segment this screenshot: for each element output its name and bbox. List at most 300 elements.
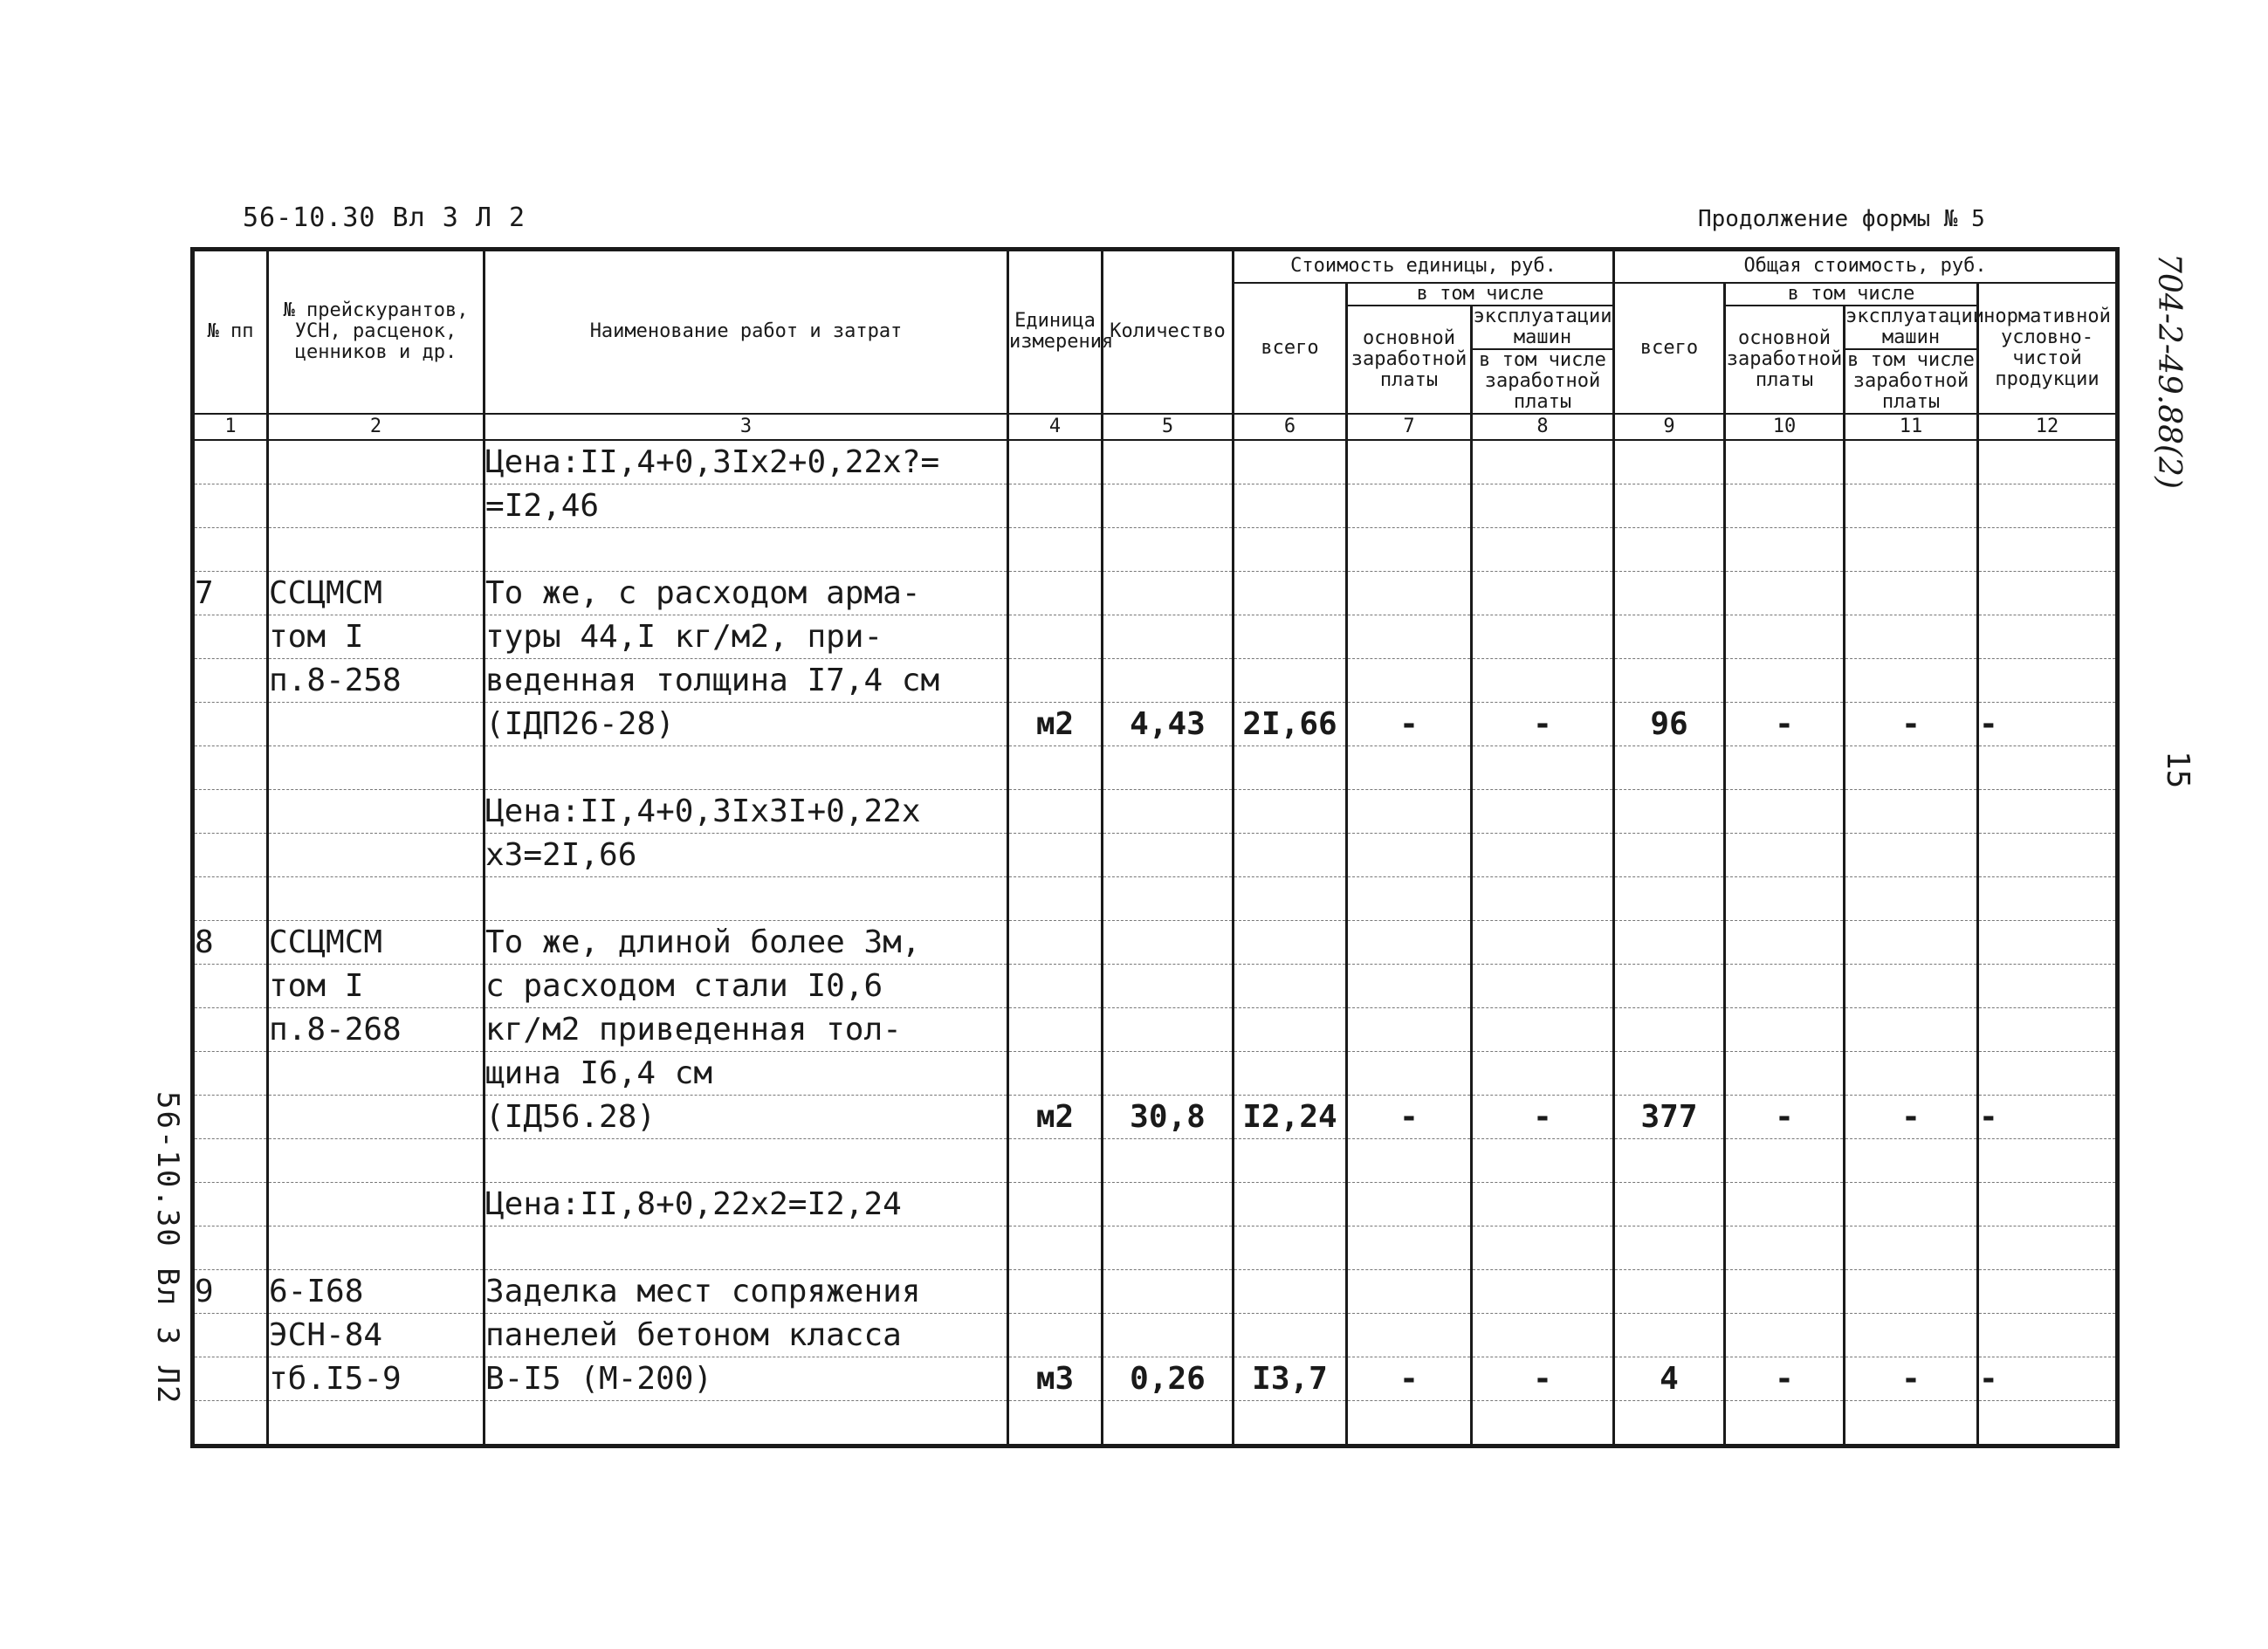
cell-normative: [1978, 658, 2118, 702]
cell-number: [193, 1051, 268, 1095]
cell-normative: -: [1978, 702, 2118, 745]
cell-unit-total: [1234, 833, 1347, 876]
cell-normative: [1978, 1400, 2118, 1446]
cell-total-base-wage: [1725, 1182, 1845, 1226]
cell-reference: [268, 1226, 485, 1269]
cell-normative: [1978, 833, 2118, 876]
table-row: [193, 1007, 2118, 1051]
cell-quantity: 4,43: [1103, 702, 1234, 745]
cell-unit-machine: [1472, 658, 1614, 702]
cell-unit-base-wage: [1347, 1400, 1472, 1446]
col-number: 7: [1347, 414, 1472, 440]
cell-total-base-wage: [1725, 440, 1845, 484]
col-head-work-name: Наименование работ и затрат: [485, 250, 1008, 414]
cell-total-base-wage: -: [1725, 702, 1845, 745]
cell-work-name: То же, длиной более 3м,: [485, 920, 1008, 964]
cell-total-base-wage: [1725, 876, 1845, 920]
cell-quantity: [1103, 876, 1234, 920]
cell-total-all: [1614, 1269, 1725, 1313]
cell-quantity: [1103, 1007, 1234, 1051]
cell-normative: [1978, 571, 2118, 615]
cell-quantity: [1103, 658, 1234, 702]
cell-number: [193, 615, 268, 658]
cell-number: [193, 964, 268, 1007]
cell-total-base-wage: [1725, 1269, 1845, 1313]
cell-number: [193, 1138, 268, 1182]
cell-quantity: [1103, 920, 1234, 964]
cell-total-machine: [1845, 920, 1978, 964]
col-head-unit: Единица измерения: [1008, 250, 1103, 414]
cell-unit-machine: [1472, 833, 1614, 876]
cell-reference: [268, 527, 485, 571]
col-head-unit-total: всего: [1234, 283, 1347, 414]
table-row: [193, 833, 2118, 876]
cell-quantity: [1103, 964, 1234, 1007]
cell-unit-base-wage: [1347, 920, 1472, 964]
cell-unit: [1008, 745, 1103, 789]
cell-work-name: щина I6,4 см: [485, 1051, 1008, 1095]
cell-unit-machine: [1472, 1269, 1614, 1313]
cell-total-all: [1614, 571, 1725, 615]
cell-unit-total: [1234, 1007, 1347, 1051]
table-row: [193, 964, 2118, 1007]
cell-total-all: [1614, 789, 1725, 833]
cell-reference: [268, 484, 485, 527]
cell-unit-machine: [1472, 1182, 1614, 1226]
cell-number: 9: [193, 1269, 268, 1313]
cell-quantity: [1103, 484, 1234, 527]
cell-number: [193, 876, 268, 920]
cell-unit-base-wage: [1347, 484, 1472, 527]
cell-normative: [1978, 440, 2118, 484]
cell-work-name: Заделка мест сопряжения: [485, 1269, 1008, 1313]
table-row: [193, 745, 2118, 789]
cell-unit-total: [1234, 440, 1347, 484]
col-number: 11: [1845, 414, 1978, 440]
cell-normative: [1978, 484, 2118, 527]
cell-unit-total: [1234, 527, 1347, 571]
cell-work-name: [485, 745, 1008, 789]
cell-quantity: [1103, 789, 1234, 833]
col-head-unit-including: в том числе: [1347, 283, 1614, 306]
cell-reference: том I: [268, 615, 485, 658]
cell-unit-machine: [1472, 484, 1614, 527]
cell-unit-machine: [1472, 789, 1614, 833]
col-head-unit-base-wage: основной заработной платы: [1347, 306, 1472, 414]
cell-total-machine: [1845, 1226, 1978, 1269]
cell-normative: [1978, 1007, 2118, 1051]
cell-quantity: [1103, 440, 1234, 484]
cell-number: [193, 833, 268, 876]
cell-total-all: [1614, 833, 1725, 876]
column-numbers-row: [193, 414, 2118, 440]
cell-reference: [268, 745, 485, 789]
cell-unit: [1008, 1182, 1103, 1226]
cell-number: [193, 440, 268, 484]
cell-total-base-wage: [1725, 1138, 1845, 1182]
cell-unit-total: [1234, 1400, 1347, 1446]
table-row: [193, 571, 2118, 615]
cell-work-name: [485, 1138, 1008, 1182]
cell-total-machine: [1845, 1138, 1978, 1182]
form-continuation-label: Продолжение формы № 5: [1698, 206, 1985, 232]
cell-normative: [1978, 1182, 2118, 1226]
cell-quantity: [1103, 1226, 1234, 1269]
cell-quantity: [1103, 745, 1234, 789]
cell-normative: [1978, 1051, 2118, 1095]
cell-total-all: [1614, 1400, 1725, 1446]
col-number: 5: [1103, 414, 1234, 440]
cell-unit: [1008, 833, 1103, 876]
cell-unit-base-wage: [1347, 964, 1472, 1007]
cell-work-name: с расходом стали I0,6: [485, 964, 1008, 1007]
table-row: [193, 484, 2118, 527]
cell-total-base-wage: [1725, 1226, 1845, 1269]
cell-total-machine: [1845, 527, 1978, 571]
cell-normative: [1978, 1313, 2118, 1357]
cell-work-name: [485, 1226, 1008, 1269]
cell-number: [193, 658, 268, 702]
cell-work-name: То же, с расходом арма-: [485, 571, 1008, 615]
table-row: [193, 702, 2118, 745]
cell-quantity: [1103, 1182, 1234, 1226]
cell-number: [193, 702, 268, 745]
cell-unit-machine: [1472, 571, 1614, 615]
cell-reference: [268, 1400, 485, 1446]
table-row: [193, 527, 2118, 571]
cell-total-machine: [1845, 571, 1978, 615]
cell-total-base-wage: [1725, 745, 1845, 789]
cell-quantity: [1103, 1269, 1234, 1313]
cell-unit: [1008, 615, 1103, 658]
cell-total-base-wage: -: [1725, 1357, 1845, 1400]
col-number: 6: [1234, 414, 1347, 440]
cell-unit-machine: [1472, 920, 1614, 964]
cell-quantity: 30,8: [1103, 1095, 1234, 1138]
cell-unit-machine: -: [1472, 702, 1614, 745]
cell-number: [193, 1182, 268, 1226]
cell-total-all: [1614, 615, 1725, 658]
col-head-unit-incl-wage: в том числе заработной платы: [1472, 349, 1614, 414]
col-number: 2: [268, 414, 485, 440]
cell-total-machine: -: [1845, 1357, 1978, 1400]
col-number: 1: [193, 414, 268, 440]
cell-work-name: Цена:II,4+0,3Iх3I+0,22х: [485, 789, 1008, 833]
cell-total-base-wage: [1725, 484, 1845, 527]
col-head-unit-cost: Стоимость единицы, руб.: [1234, 250, 1614, 283]
cell-total-machine: [1845, 1269, 1978, 1313]
cell-unit: м2: [1008, 1095, 1103, 1138]
cell-total-machine: [1845, 1007, 1978, 1051]
cell-normative: [1978, 1269, 2118, 1313]
cell-normative: [1978, 1226, 2118, 1269]
cell-unit-machine: [1472, 745, 1614, 789]
cell-unit-total: [1234, 484, 1347, 527]
cell-unit-base-wage: [1347, 571, 1472, 615]
cell-total-all: [1614, 876, 1725, 920]
cell-total-all: [1614, 1051, 1725, 1095]
cell-normative: -: [1978, 1357, 2118, 1400]
cell-unit: [1008, 1313, 1103, 1357]
cell-total-machine: [1845, 833, 1978, 876]
page-number: 15: [2160, 751, 2196, 789]
cell-normative: [1978, 745, 2118, 789]
cell-total-all: 4: [1614, 1357, 1725, 1400]
cell-number: [193, 1007, 268, 1051]
col-head-total-machine: эксплуатации машин: [1845, 305, 1984, 348]
cell-unit: [1008, 658, 1103, 702]
cell-work-name: туры 44,I кг/м2, при-: [485, 615, 1008, 658]
cell-total-all: [1614, 1313, 1725, 1357]
table-row: [193, 789, 2118, 833]
cell-number: [193, 745, 268, 789]
cell-unit-total: [1234, 658, 1347, 702]
cell-work-name: (IДП26-28): [485, 702, 1008, 745]
cell-unit-machine: [1472, 1400, 1614, 1446]
cell-reference: [268, 702, 485, 745]
cell-quantity: [1103, 1138, 1234, 1182]
col-head-normative: нормативной условно-чистой продукции: [1978, 283, 2118, 414]
cell-unit-base-wage: [1347, 440, 1472, 484]
cell-total-base-wage: [1725, 1313, 1845, 1357]
cell-work-name: панелей бетоном класса: [485, 1313, 1008, 1357]
col-head-total-all: всего: [1614, 283, 1725, 414]
cell-unit: [1008, 1138, 1103, 1182]
cell-number: [193, 1226, 268, 1269]
cell-unit: м3: [1008, 1357, 1103, 1400]
col-head-total-incl-wage: в том числе заработной платы: [1845, 349, 1978, 414]
cell-total-base-wage: [1725, 571, 1845, 615]
col-head-total-including: в том числе: [1725, 283, 1978, 306]
cell-total-base-wage: [1725, 964, 1845, 1007]
cell-unit: [1008, 1269, 1103, 1313]
cell-unit-base-wage: [1347, 1007, 1472, 1051]
cell-reference: п.8-258: [268, 658, 485, 702]
cell-unit: [1008, 1226, 1103, 1269]
cell-unit-total: [1234, 876, 1347, 920]
cell-quantity: 0,26: [1103, 1357, 1234, 1400]
table-row: [193, 1138, 2118, 1182]
col-head-number: № пп: [193, 250, 268, 414]
table-row: [193, 440, 2118, 484]
cell-number: [193, 789, 268, 833]
cell-total-all: 377: [1614, 1095, 1725, 1138]
cell-total-base-wage: [1725, 1400, 1845, 1446]
cell-unit: [1008, 1007, 1103, 1051]
col-number: 8: [1472, 414, 1614, 440]
cell-quantity: [1103, 615, 1234, 658]
cell-unit-base-wage: [1347, 1182, 1472, 1226]
cell-unit-machine: -: [1472, 1095, 1614, 1138]
cell-unit-base-wage: -: [1347, 702, 1472, 745]
cell-number: 7: [193, 571, 268, 615]
col-head-unit-machine: эксплуатации машин: [1472, 306, 1614, 349]
cell-total-all: [1614, 1007, 1725, 1051]
cell-normative: [1978, 789, 2118, 833]
cell-unit-machine: [1472, 615, 1614, 658]
cell-work-name: В-I5 (М-200): [485, 1357, 1008, 1400]
cell-unit-total: [1234, 1313, 1347, 1357]
cell-work-name: Цена:II,4+0,3Iх2+0,22х?=: [485, 440, 1008, 484]
table-row: [193, 1182, 2118, 1226]
cell-unit-machine: [1472, 1226, 1614, 1269]
cell-total-machine: [1845, 745, 1978, 789]
cell-normative: [1978, 920, 2118, 964]
cell-unit-total: [1234, 745, 1347, 789]
cell-total-machine: [1845, 1400, 1978, 1446]
cell-reference: [268, 1182, 485, 1226]
cell-unit-base-wage: -: [1347, 1095, 1472, 1138]
cell-work-name: Цена:II,8+0,22х2=I2,24: [485, 1182, 1008, 1226]
cell-unit-total: I2,24: [1234, 1095, 1347, 1138]
cell-reference: п.8-268: [268, 1007, 485, 1051]
cell-reference: ССЦМСМ: [268, 571, 485, 615]
cell-unit-total: [1234, 1182, 1347, 1226]
cell-unit: [1008, 920, 1103, 964]
cell-total-base-wage: [1725, 658, 1845, 702]
cell-total-all: [1614, 484, 1725, 527]
table-row: [193, 876, 2118, 920]
cell-work-name: [485, 876, 1008, 920]
cell-total-machine: [1845, 964, 1978, 1007]
document-code: 56-10.30 Вл 3 Л 2: [243, 203, 526, 233]
cell-normative: -: [1978, 1095, 2118, 1138]
cell-total-base-wage: [1725, 833, 1845, 876]
table-row: [193, 1400, 2118, 1446]
col-head-total-base-wage: основной заработной платы: [1725, 306, 1845, 414]
col-number: 10: [1725, 414, 1845, 440]
table-row: [193, 1226, 2118, 1269]
cell-normative: [1978, 876, 2118, 920]
cell-total-machine: [1845, 876, 1978, 920]
cell-total-all: [1614, 1226, 1725, 1269]
estimate-table: [190, 247, 2120, 1448]
table-row: [193, 920, 2118, 964]
cell-number: [193, 1095, 268, 1138]
cell-total-machine: [1845, 484, 1978, 527]
cell-reference: [268, 440, 485, 484]
col-number: 4: [1008, 414, 1103, 440]
table-row: [193, 1269, 2118, 1313]
cell-number: [193, 1357, 268, 1400]
cell-unit-base-wage: [1347, 658, 1472, 702]
cell-quantity: [1103, 1400, 1234, 1446]
cell-unit: [1008, 964, 1103, 1007]
cell-unit-total: [1234, 615, 1347, 658]
cell-number: 8: [193, 920, 268, 964]
cell-total-machine: -: [1845, 1095, 1978, 1138]
cell-reference: [268, 1051, 485, 1095]
cell-unit-total: [1234, 1269, 1347, 1313]
cell-unit-base-wage: [1347, 1269, 1472, 1313]
cell-unit-base-wage: [1347, 876, 1472, 920]
cell-unit-base-wage: [1347, 745, 1472, 789]
cell-total-machine: -: [1845, 702, 1978, 745]
cell-reference: ЭСН-84: [268, 1313, 485, 1357]
table-row: [193, 1357, 2118, 1400]
cell-quantity: [1103, 1051, 1234, 1095]
cell-number: [193, 1313, 268, 1357]
cell-unit-base-wage: [1347, 1138, 1472, 1182]
col-number: 12: [1978, 414, 2118, 440]
cell-unit-machine: [1472, 440, 1614, 484]
cell-unit: [1008, 1051, 1103, 1095]
cell-unit-total: [1234, 1051, 1347, 1095]
cell-total-all: [1614, 440, 1725, 484]
cell-number: [193, 1400, 268, 1446]
cell-total-base-wage: -: [1725, 1095, 1845, 1138]
cell-total-machine: [1845, 440, 1978, 484]
cell-unit: м2: [1008, 702, 1103, 745]
cell-work-name: (IД56.28): [485, 1095, 1008, 1138]
cell-unit-machine: [1472, 1313, 1614, 1357]
table-row: [193, 1051, 2118, 1095]
cell-number: [193, 484, 268, 527]
cell-total-machine: [1845, 1313, 1978, 1357]
cell-total-all: [1614, 745, 1725, 789]
cell-total-base-wage: [1725, 789, 1845, 833]
cell-reference: 6-I68: [268, 1269, 485, 1313]
col-head-quantity: Количество: [1103, 250, 1234, 414]
cell-unit: [1008, 484, 1103, 527]
cell-reference: том I: [268, 964, 485, 1007]
table-row: [193, 1313, 2118, 1357]
cell-reference: тб.I5-9: [268, 1357, 485, 1400]
cell-unit-total: I3,7: [1234, 1357, 1347, 1400]
cell-unit-machine: [1472, 964, 1614, 1007]
cell-number: [193, 527, 268, 571]
cell-normative: [1978, 964, 2118, 1007]
cell-total-all: [1614, 964, 1725, 1007]
cell-unit-total: [1234, 789, 1347, 833]
cell-unit-base-wage: [1347, 615, 1472, 658]
cell-unit-total: 2I,66: [1234, 702, 1347, 745]
cell-unit-total: [1234, 1138, 1347, 1182]
cell-work-name: =I2,46: [485, 484, 1008, 527]
cell-work-name: [485, 1400, 1008, 1446]
cell-reference: ССЦМСМ: [268, 920, 485, 964]
table-row: [193, 658, 2118, 702]
cell-reference: [268, 876, 485, 920]
cell-quantity: [1103, 1313, 1234, 1357]
cell-unit-base-wage: [1347, 527, 1472, 571]
cell-total-all: [1614, 1138, 1725, 1182]
cell-work-name: кг/м2 приведенная тол-: [485, 1007, 1008, 1051]
cell-total-base-wage: [1725, 615, 1845, 658]
cell-unit-machine: [1472, 1051, 1614, 1095]
cell-total-machine: [1845, 1051, 1978, 1095]
cell-unit-machine: [1472, 1007, 1614, 1051]
cell-total-all: [1614, 527, 1725, 571]
margin-project-code: 704-2-49.88(2): [2151, 253, 2187, 489]
cell-normative: [1978, 527, 2118, 571]
cell-unit-total: [1234, 1226, 1347, 1269]
cell-reference: [268, 789, 485, 833]
cell-unit-total: [1234, 920, 1347, 964]
cell-reference: [268, 1138, 485, 1182]
col-head-total-cost: Общая стоимость, руб.: [1614, 250, 2118, 283]
cell-total-all: [1614, 658, 1725, 702]
cell-quantity: [1103, 571, 1234, 615]
cell-unit: [1008, 440, 1103, 484]
cell-unit: [1008, 527, 1103, 571]
cell-quantity: [1103, 833, 1234, 876]
cell-reference: [268, 833, 485, 876]
cell-unit-machine: [1472, 1138, 1614, 1182]
cell-unit-machine: [1472, 876, 1614, 920]
table-row: [193, 1095, 2118, 1138]
cell-total-machine: [1845, 615, 1978, 658]
